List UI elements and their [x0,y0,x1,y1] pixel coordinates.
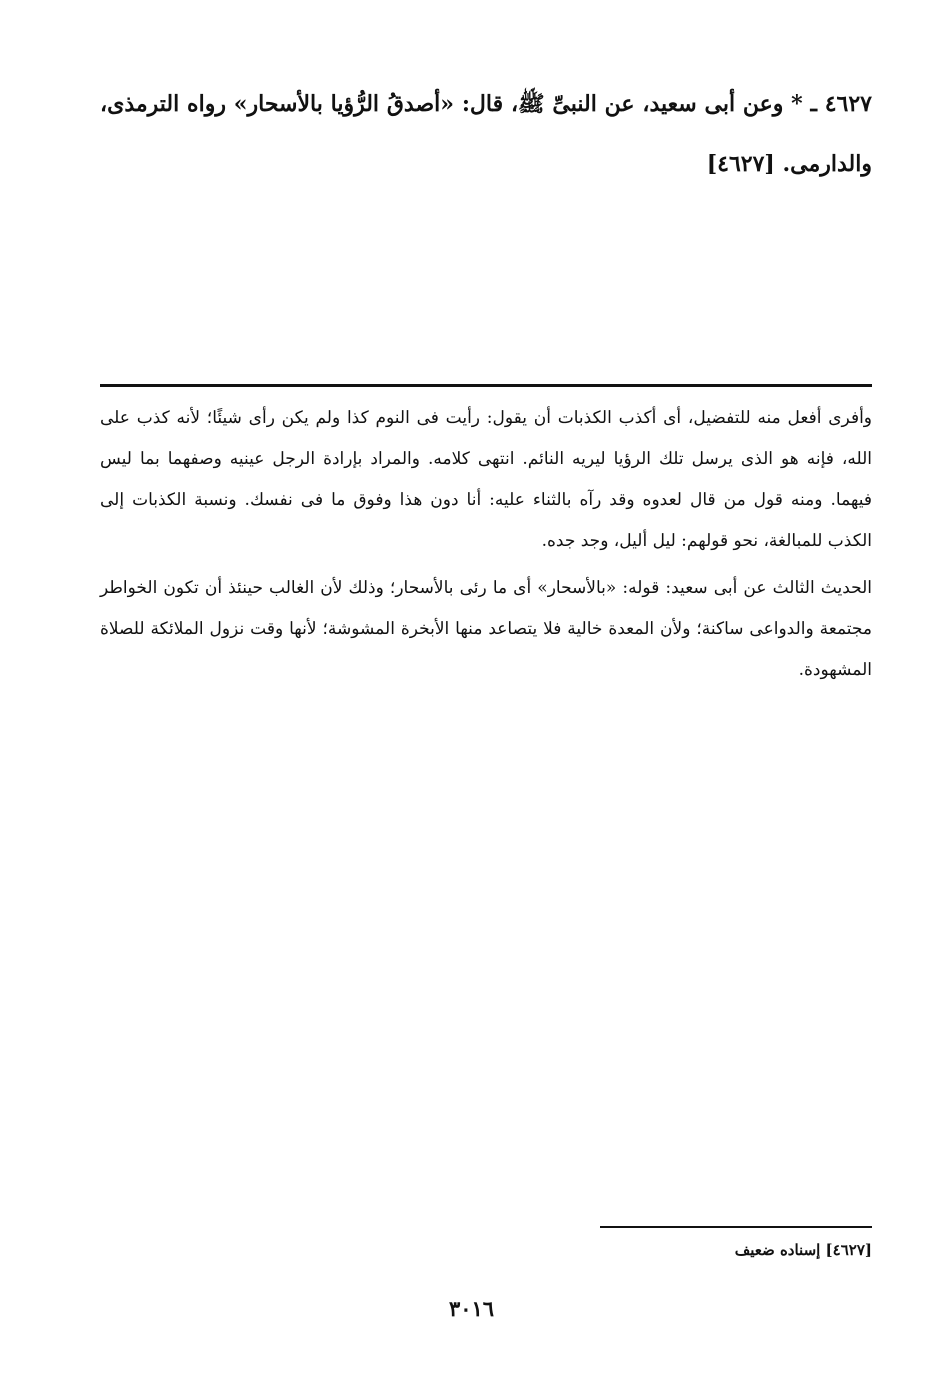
section-divider [100,384,872,387]
footnote: [٤٦٢٧] إسناده ضعيف [734,1241,872,1259]
page-number: ٣٠١٦ [448,1296,495,1321]
commentary-paragraph: وأفرى أفعل منه للتفضيل، أى أكذب الكذبات أن يقول: رأيت فى النوم كذا ولم يكن رأى شيئًا؛ لأنه كذب على الله، فإنه هو الذى يرسل تلك الرؤيا ليريه النائم. انتهى كلامه. والمراد بإرادة الرجل عينيه وصفهما بما ليس فيهما. ومنه قول من قال لعدوه وقد رآه بالثناء عليه: أنا دون هذا وفوق ما فى نفسك. ونسبة الكذبات إلى الكذب للمبالغة، نحو قولهم: ليل أليل، وجد جده. [100,408,872,551]
commentary-paragraph: الحديث الثالث عن أبى سعيد: قوله: «بالأسحار» أى ما رئى بالأسحار؛ وذلك لأن الغالب حينئذ أن تكون الخواطر مجتمعة والدواعى ساكنة؛ ولأن المعدة خالية فلا يتصاعد منها الأبخرة المشوشة؛ لأنها وقت نزول الملائكة للصلاة المشهودة. [100,578,872,680]
footnote-divider [600,1226,872,1228]
commentary [100,398,872,691]
hadith-text: ٤٦٢٧ ـ * وعن أبى سعيد، عن النبىِّ ﷺ، قال: «أصدقُ الرُّؤيا بالأسحار» رواه الترمذى، والدارمى. [٤٦٢٧] [100,91,872,177]
